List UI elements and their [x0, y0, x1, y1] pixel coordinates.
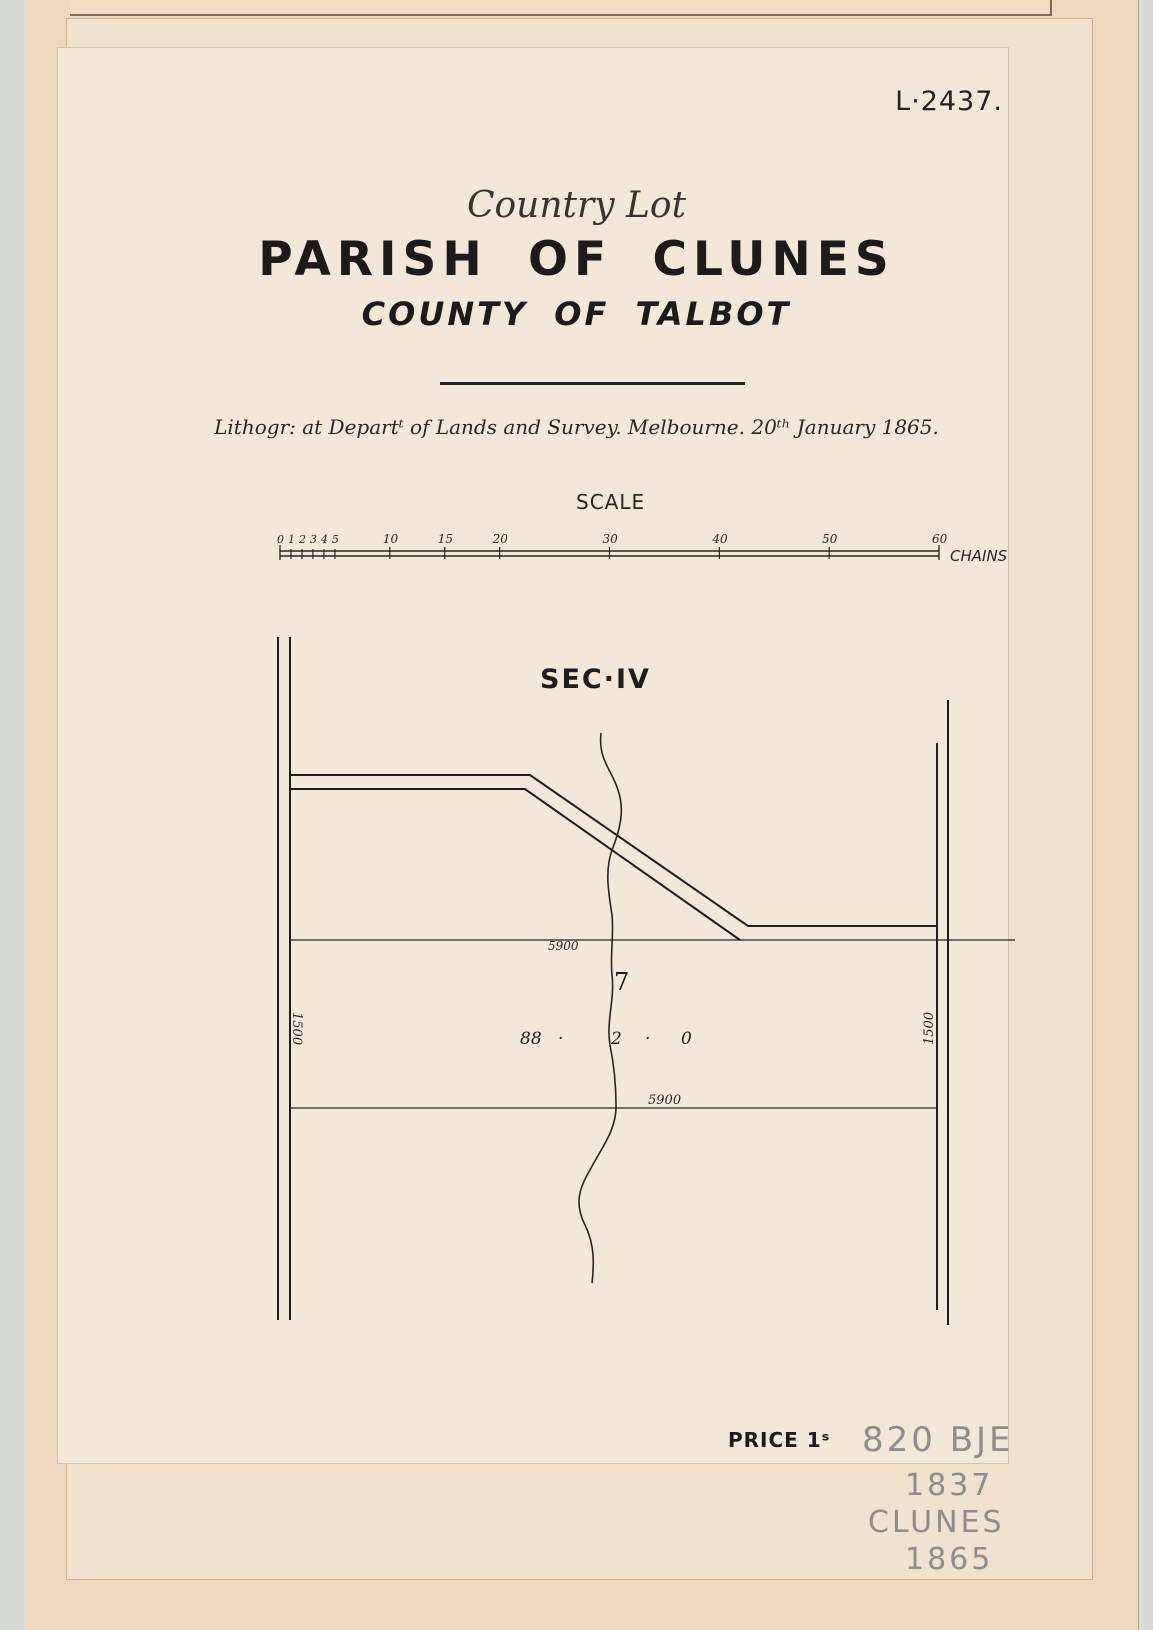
area-perches: 0: [681, 1029, 692, 1049]
scale-tick-label: 1: [287, 533, 295, 546]
area-acres: 88: [520, 1029, 542, 1049]
scale-tick-label: 4: [320, 533, 328, 546]
area-separator: ·: [558, 1029, 564, 1049]
scale-unit: CHAINS: [950, 547, 1008, 565]
lithograph-imprint: Lithogr: at Departᵗ of Lands and Survey. Melbourne. 20ᵗʰ January 1865.: [214, 415, 939, 439]
east-road: [937, 700, 948, 1325]
scale-tick-label: 10: [382, 532, 399, 546]
allotment-area: [520, 1029, 692, 1049]
pencil-annotation: CLUNES: [868, 1505, 1005, 1540]
north-boundary-length: 5900: [548, 939, 579, 953]
scale-tick-label: 20: [492, 532, 508, 546]
scale-tick-label: 5: [331, 533, 339, 546]
scale-tick-label: 60: [932, 532, 948, 546]
west-boundary-length: 1500: [289, 1012, 304, 1046]
scale-tick-label: 15: [437, 532, 454, 546]
parish-title: PARISH OF CLUNES: [258, 232, 895, 287]
scale-tick-label: 50: [822, 532, 838, 546]
scale-tick-label: 0: [277, 533, 284, 546]
area-separator: ·: [645, 1029, 651, 1049]
allotment-number: 7: [614, 968, 630, 996]
pencil-annotation: 1837: [905, 1468, 994, 1503]
scale-tick-label: 40: [712, 532, 728, 546]
diagonal-road: [290, 775, 937, 940]
south-boundary-length: 5900: [648, 1093, 682, 1108]
pencil-annotation: 1865: [905, 1542, 994, 1577]
west-road: [278, 637, 290, 1320]
scale-title: SCALE: [576, 490, 646, 514]
creek-line: [579, 733, 621, 1283]
scale-tick-label: 30: [602, 532, 618, 546]
county-title: COUNTY OF TALBOT: [361, 295, 792, 333]
area-roods: 2: [611, 1029, 622, 1049]
allotment-boundaries: [290, 940, 1015, 1108]
lot-type: Country Lot: [466, 185, 687, 226]
pencil-annotation: 820 BJE: [862, 1420, 1014, 1460]
catalog-number: L·2437.: [895, 86, 1003, 117]
scale-ticks: [277, 532, 948, 559]
east-boundary-length: 1500: [922, 1011, 937, 1045]
scale-tick-label: 3: [309, 533, 317, 546]
scale-tick-label: 2: [298, 533, 306, 546]
price-label: PRICE 1ˢ: [728, 1428, 831, 1452]
section-label: SEC·IV: [540, 664, 651, 695]
